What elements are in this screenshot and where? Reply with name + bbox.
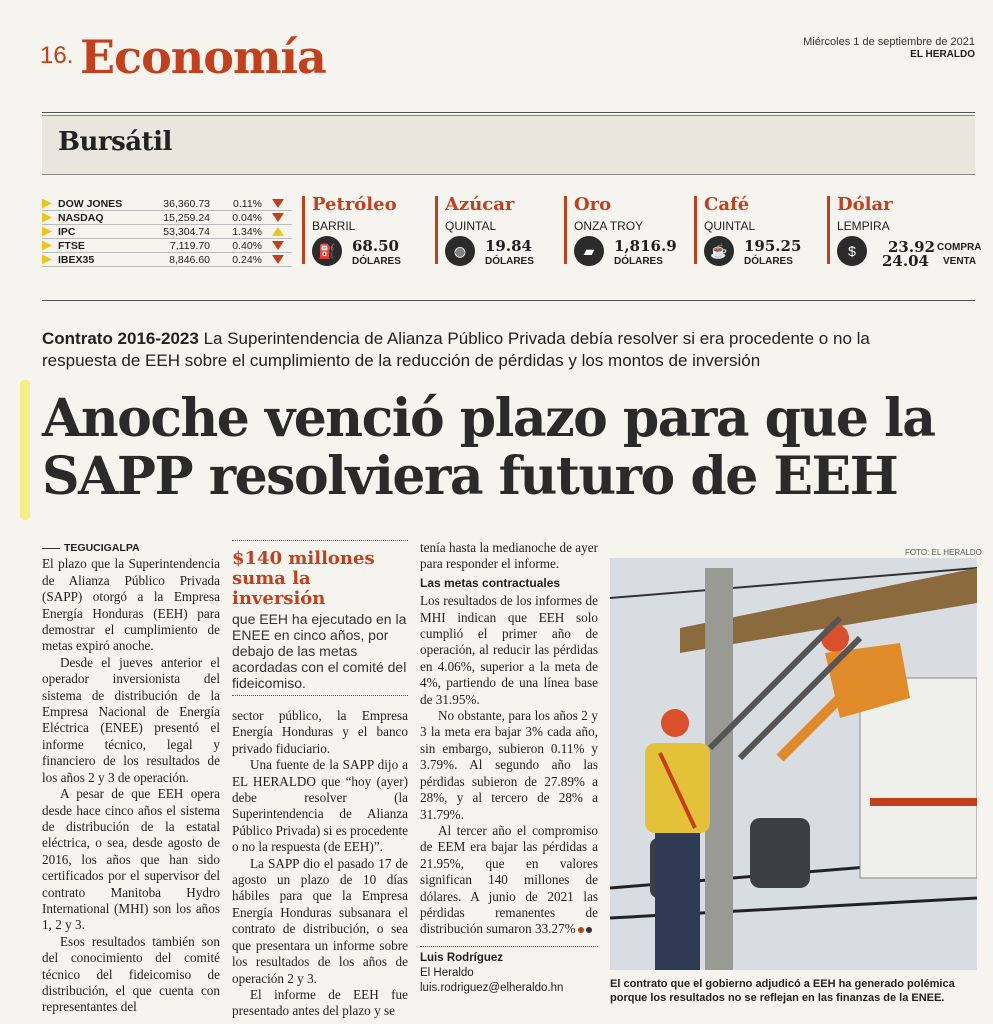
byline-email[interactable]: luis.rodriguez@elheraldo.hn [420,981,564,994]
bursatil-title: Bursátil [58,127,172,157]
paragraph: Los resultados de los informes de MHI indican que EEH solo cumplió el primer año de operación, al reducir las pérdidas en 4.06%, superior a la meta de 4%, partiendo de una línea base de 31.95%. [420,593,598,707]
commodity-name: Dólar [837,194,893,215]
stock-row [42,211,292,225]
section-title: Economía [80,30,326,84]
stock-name: DOW JONES [58,197,123,210]
stock-percent: 0.11% [233,197,262,210]
paragraph: Esos resultados también son del conocimiento del comité técnico del fideicomiso de distribución, el que cuenta con representantes del [42,933,220,1015]
pull-quote-amount: $140 millones [232,548,375,569]
commodity-currency: DÓLARES [614,256,663,267]
byline [420,946,598,996]
stock-name: IPC [58,225,76,238]
stock-value: 15,259.24 [163,211,210,224]
publication-date: Miércoles 1 de septiembre de 2021 [803,36,975,48]
commodity-name: Petróleo [312,194,397,215]
accent-rule [302,196,305,264]
dolar-venta-value: 24.04 [882,252,929,270]
paragraph: Una fuente de la SAPP dijo a EL HERALDO que “hoy (ayer) debe resolver (la Superintendencia de Alianza Público Privada) si es procedente o no la respuesta (de EEH)”. [232,757,408,855]
commodity-value: 195.25 [744,237,802,255]
coffee-bean-icon: ☕ [704,236,734,266]
photo-credit: FOTO: EL HERALDO [905,548,982,557]
stock-name: NASDAQ [58,211,104,224]
stock-percent: 0.04% [232,211,262,224]
arrow-down-icon [272,199,284,208]
paragraph: tenía hasta la medianoche de ayer para responder el informe. [420,540,598,572]
deck-kicker: Contrato 2016-2023 [42,329,199,348]
article-photo [610,558,977,970]
oil-barrel-icon: ⛽ [312,236,342,266]
photo-caption: El contrato que el gobierno adjudicó a EEH ha generado polémica porque los resultados no se reflejan en las finanzas de la ENEE. [610,978,955,1004]
pull-quote-box [232,540,408,691]
bullet-icon [42,199,52,209]
stock-name: FTSE [58,239,85,252]
header-rule [42,112,975,113]
accent-rule [827,196,830,264]
arrow-down-icon [272,213,284,222]
bursatil-banner [42,115,975,175]
stock-row [42,253,292,267]
article-column-3 [420,540,598,996]
article-deck [42,328,922,372]
dolar-compra-value: 23.92 [888,238,935,256]
linemen-illustration [610,558,977,970]
stock-table [42,197,292,267]
end-mark-icon [586,927,592,933]
pull-quote-title: suma la inversión [232,568,326,609]
paragraph [420,823,598,938]
commodity-value: 19.84 [485,237,532,255]
byline-name: Luis Rodríguez [420,951,504,964]
highlighter-mark [20,380,30,520]
stock-row [42,239,292,253]
commodity-unit: BARRIL [312,219,356,233]
commodity-value: 1,816.9 [614,237,677,255]
commodity-unit: ONZA TROY [574,219,644,233]
arrow-down-icon [272,241,284,250]
paragraph: A pesar de que EEH opera desde hace cinco años el sistema de distribución de la estatal eléctrica, o sea, desde agosto de 2016, los años que han sido certificados por el supervisor del contrato Manitoba Hydro International (MHI) son los años 1, 2 y 3. [42,786,220,933]
newspaper-name: EL HERALDO [910,49,975,60]
dateline: TEGUCIGALPA [42,540,220,556]
arrow-down-icon [272,255,284,264]
stock-value: 53,304.74 [163,225,210,238]
article-column-2 [232,708,408,1020]
accent-rule [435,196,438,264]
arrow-up-icon [272,227,284,236]
bursatil-bottom-rule [42,300,975,301]
commodity-unit: QUINTAL [704,219,756,233]
article-column-1 [42,540,220,1016]
money-bag-icon: $ [837,236,867,266]
dolar-compra-label: COMPRA [937,242,982,253]
commodity-currency: DÓLARES [485,256,534,267]
article-headline: Anoche venció plazo para que la SAPP resolviera futuro de EEH [42,388,935,507]
stock-percent: 0.40% [232,239,262,252]
commodity-unit: LEMPIRA [837,219,890,233]
paragraph: No obstante, para los años 2 y 3 la meta era bajar 3% cada año, sin embargo, subieron 0.11% y 3.79%. Al segundo año las pérdidas subieron de 27.89% a 28%, y al tercero de 28% a 31.79%. [420,708,598,822]
bullet-icon [42,227,52,237]
stock-row [42,197,292,211]
accent-rule [564,196,567,264]
paragraph-text: Al tercer año el compromiso de EEM era bajar las pérdidas a 21.95%, que en valores significan 140 millones de dólares. A junio de 2021 las pérdidas remanentes de distribución sumaron 33.27% [420,822,598,937]
deck-text: La Superintendencia de Alianza Público Privada debía resolver si era procedente o no la respuesta de EEH sobre el cumplimiento de la reducción de pérdidas y los montos de inversión [42,329,870,370]
stock-percent: 1.34% [232,225,262,238]
stock-value: 7,119.70 [169,239,210,252]
subhead: Las metas contractuales [420,575,561,590]
paragraph: La SAPP dio el pasado 17 de agosto un plazo de 10 días hábiles para que la Empresa Energía Honduras subsanara el contrato de distribución, o sea que presentara un informe sobre los resultados de los años de operación 2 y 3. [232,855,408,986]
bullet-icon [42,213,52,223]
dolar-venta-label: VENTA [943,256,977,267]
accent-rule [694,196,697,264]
commodity-currency: DÓLARES [352,256,401,267]
sugar-sack-icon: ◍ [445,236,475,266]
bullet-icon [42,255,52,265]
commodity-name: Oro [574,194,612,215]
commodity-name: Azúcar [445,194,515,215]
gold-bars-icon: ▰ [574,236,604,266]
paragraph: sector público, la Empresa Energía Honduras y el banco privado fiduciario. [232,708,408,756]
paragraph: Desde el jueves anterior el operador inversionista del sistema de distribución de la Empresa Nacional de Energía Eléctrica (ENEE) presentó el informe técnico, legal y financiero de los resultados de los años 2 y 3 de operación. [42,654,220,785]
bullet-icon [42,241,52,251]
commodity-name: Café [704,194,750,215]
stock-row [42,225,292,239]
pull-quote-rule [232,695,408,696]
page-number: 16. [40,42,74,69]
stock-percent: 0.24% [232,253,262,266]
pull-quote-text: que EEH ha ejecutado en la ENEE en cinco años, por debajo de las metas acordadas con el comité del fideicomiso. [232,611,407,691]
stock-value: 36,360.73 [163,197,210,210]
stock-value: 8,846.60 [169,253,210,266]
commodity-currency: DÓLARES [744,256,793,267]
end-mark-icon [578,927,584,933]
commodity-unit: QUINTAL [445,219,497,233]
stock-name: IBEX35 [58,253,95,266]
byline-outlet: El Heraldo [420,966,474,979]
commodity-value: 68.50 [352,237,399,255]
paragraph: El plazo que la Superintendencia de Alianza Público Privada (SAPP) otorgó a la Empresa Energía Honduras (EEH) para demostrar el cumplimiento de metas expiró anoche. [42,556,220,654]
paragraph: El informe de EEH fue presentado antes del plazo y se [232,986,408,1019]
